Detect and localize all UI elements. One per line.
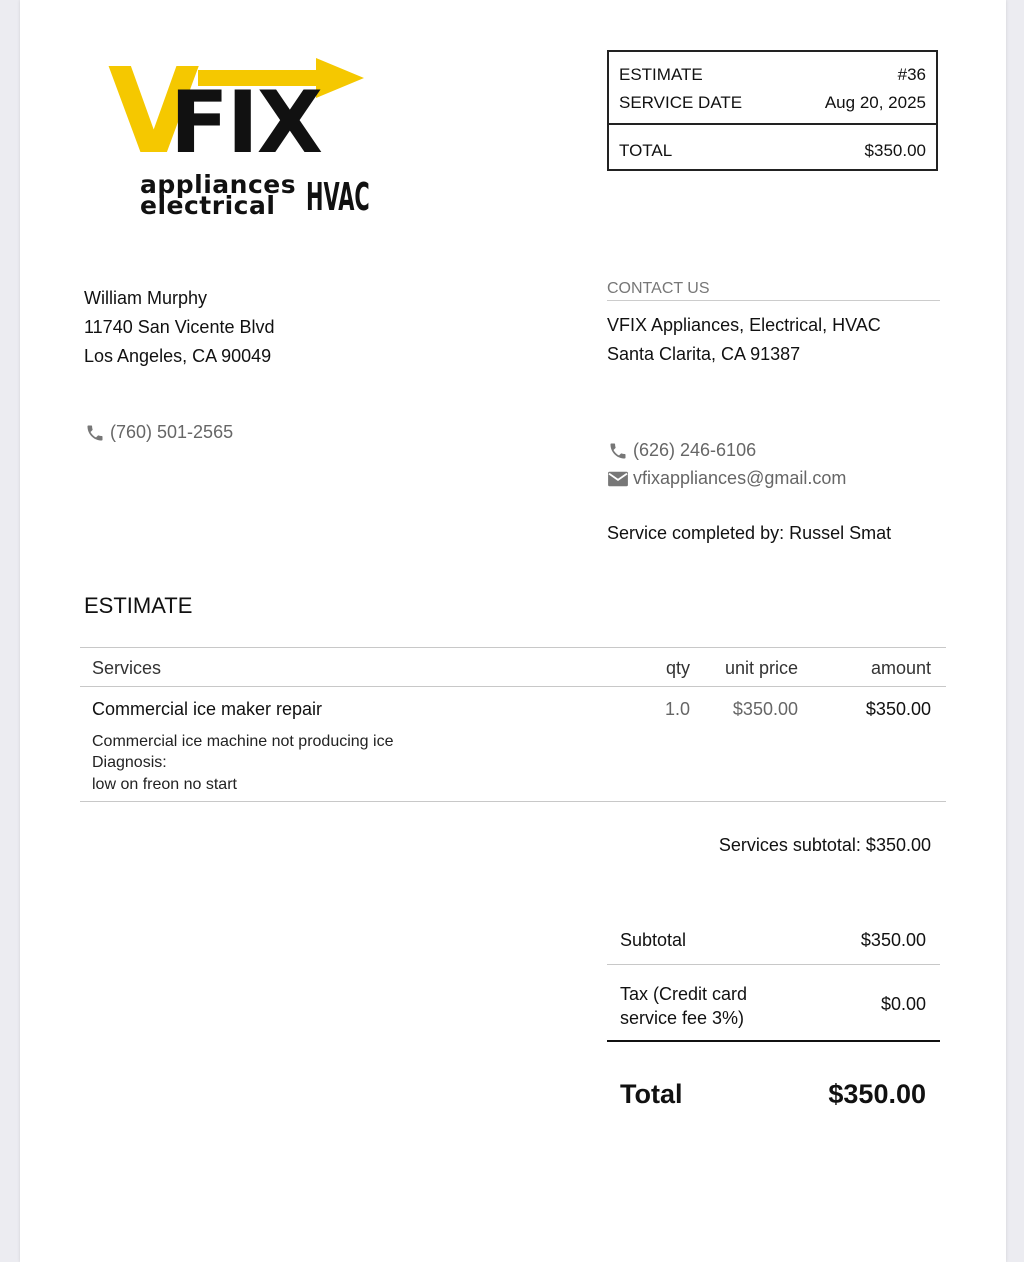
col-qty: qty (665, 658, 690, 678)
customer-phone[interactable]: (760) 501-2565 (110, 422, 234, 442)
phone-icon (607, 441, 629, 461)
subtotal-value: $350.00 (860, 930, 926, 950)
service-date-row (619, 93, 926, 113)
tax-label-line2: service fee 3%) (620, 1008, 745, 1028)
item-desc-line1: Commercial ice machine not producing ice (92, 733, 394, 750)
item-desc-line2: Diagnosis: (92, 754, 167, 771)
company-name: VFIX Appliances, Electrical, HVAC (607, 315, 881, 335)
estimate-label: ESTIMATE (619, 65, 703, 84)
company-email[interactable]: vfixappliances@gmail.com (633, 468, 847, 488)
item-amount: $350.00 (865, 699, 931, 719)
company-logo (108, 42, 370, 222)
service-date-value: Aug 20, 2025 (824, 93, 926, 112)
summary-total-row (619, 141, 926, 161)
col-unit-price: unit price (724, 658, 798, 678)
item-unit-price: $350.00 (732, 699, 798, 719)
logo-hvac: HVAC (306, 175, 370, 219)
item-qty: 1.0 (664, 699, 690, 719)
logo-appliances: appliances (140, 170, 297, 199)
summary-divider (609, 123, 936, 125)
item-name: Commercial ice maker repair (92, 699, 323, 719)
phone-icon (84, 423, 106, 443)
tax-label-line1: Tax (Credit card (620, 984, 748, 1004)
item-desc-line3: low on freon no start (92, 776, 237, 793)
table-header-rule (80, 686, 946, 687)
total-label: Total (620, 1079, 683, 1109)
logo-electrical: electrical (140, 191, 276, 220)
subtotal-rule (607, 964, 940, 965)
estimate-number-row (619, 65, 926, 85)
customer-phone-row (84, 422, 233, 443)
customer-name: William Murphy (84, 288, 208, 308)
col-amount: amount (870, 658, 931, 678)
total-rule (607, 1040, 940, 1042)
logo-fix: FIX (170, 73, 322, 173)
company-email-row (607, 468, 846, 488)
tax-value: $0.00 (880, 994, 926, 1014)
service-completed-by: Service completed by: Russel Smat (607, 523, 892, 543)
col-services: Services (92, 658, 162, 678)
tax-label (620, 982, 747, 1030)
estimate-section-title: ESTIMATE (84, 593, 193, 618)
table-bottom-rule (80, 801, 946, 802)
summary-total-label: TOTAL (619, 141, 673, 160)
company-phone-row (607, 440, 756, 461)
customer-street: 11740 San Vicente Blvd (84, 317, 275, 337)
company-city: Santa Clarita, CA 91387 (607, 344, 801, 364)
service-date-label: SERVICE DATE (619, 93, 743, 112)
summary-total-value: $350.00 (864, 141, 926, 160)
customer-city: Los Angeles, CA 90049 (84, 346, 272, 366)
total-value: $350.00 (828, 1079, 926, 1109)
services-subtotal: Services subtotal: $350.00 (718, 835, 931, 855)
table-top-rule (80, 647, 946, 648)
logo-letter-v: V (108, 42, 196, 180)
estimate-page (20, 0, 1006, 1262)
company-phone[interactable]: (626) 246-6106 (633, 440, 757, 460)
estimate-summary-box (607, 50, 938, 171)
contact-us-header: CONTACT US (607, 280, 940, 301)
subtotal-label: Subtotal (620, 930, 687, 950)
email-icon (607, 470, 629, 488)
estimate-number: #36 (897, 65, 926, 84)
